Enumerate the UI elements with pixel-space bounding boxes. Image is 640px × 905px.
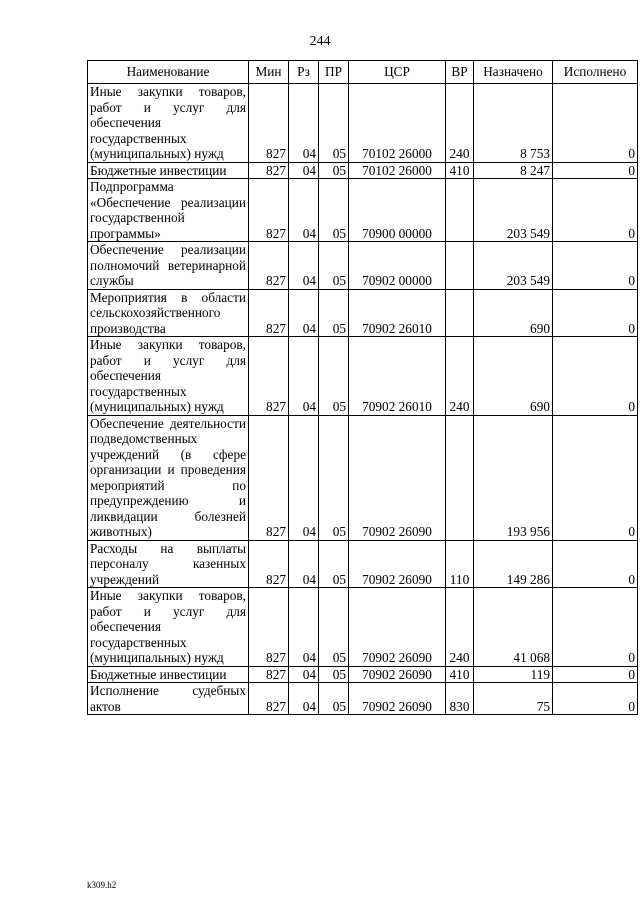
cell-executed: 0	[553, 289, 638, 337]
cell-executed: 0	[553, 84, 638, 163]
cell-rz: 04	[289, 540, 319, 588]
cell-vr: 410	[446, 666, 474, 683]
cell-vr: 240	[446, 84, 474, 163]
cell-rz: 04	[289, 162, 319, 179]
cell-vr	[446, 415, 474, 540]
cell-assigned: 203 549	[474, 179, 553, 242]
cell-min: 827	[249, 415, 289, 540]
cell-min: 827	[249, 289, 289, 337]
cell-pr: 05	[319, 588, 349, 667]
cell-vr: 240	[446, 337, 474, 416]
cell-name: Обеспечение реализации полномочий ветеринарной службы	[88, 242, 249, 290]
table-row	[88, 242, 638, 290]
footer-code: k309.h2	[87, 880, 117, 890]
cell-csr: 70102 26000	[349, 84, 446, 163]
header-executed: Исполнено	[553, 61, 638, 84]
cell-vr	[446, 242, 474, 290]
cell-executed: 0	[553, 162, 638, 179]
cell-executed: 0	[553, 242, 638, 290]
cell-assigned: 8 753	[474, 84, 553, 163]
cell-csr: 70900 00000	[349, 179, 446, 242]
table-row	[88, 540, 638, 588]
header-min: Мин	[249, 61, 289, 84]
cell-executed: 0	[553, 540, 638, 588]
header-assigned: Назначено	[474, 61, 553, 84]
table-row	[88, 162, 638, 179]
cell-pr: 05	[319, 683, 349, 715]
cell-min: 827	[249, 588, 289, 667]
cell-executed: 0	[553, 179, 638, 242]
cell-executed: 0	[553, 415, 638, 540]
table-row	[88, 666, 638, 683]
cell-assigned: 149 286	[474, 540, 553, 588]
cell-vr: 410	[446, 162, 474, 179]
cell-min: 827	[249, 242, 289, 290]
page-number: 244	[309, 34, 331, 49]
cell-rz: 04	[289, 415, 319, 540]
budget-table	[87, 60, 638, 715]
table-body	[88, 84, 638, 715]
cell-executed: 0	[553, 337, 638, 416]
cell-assigned: 75	[474, 683, 553, 715]
header-csr: ЦСР	[349, 61, 446, 84]
header-rz: Рз	[289, 61, 319, 84]
table-row	[88, 683, 638, 715]
cell-csr: 70902 26090	[349, 588, 446, 667]
cell-rz: 04	[289, 683, 319, 715]
cell-name: Иные закупки товаров, работ и услуг для обеспечения государственных (муниципальных) нужд	[88, 588, 249, 667]
cell-csr: 70902 26090	[349, 666, 446, 683]
cell-min: 827	[249, 337, 289, 416]
cell-rz: 04	[289, 179, 319, 242]
cell-vr	[446, 179, 474, 242]
cell-name: Мероприятия в области сельскохозяйственного производства	[88, 289, 249, 337]
cell-name: Исполнение судебных актов	[88, 683, 249, 715]
cell-vr: 240	[446, 588, 474, 667]
cell-rz: 04	[289, 84, 319, 163]
header-vr: ВР	[446, 61, 474, 84]
cell-min: 827	[249, 179, 289, 242]
cell-rz: 04	[289, 337, 319, 416]
cell-vr	[446, 289, 474, 337]
cell-name: Иные закупки товаров, работ и услуг для обеспечения государственных (муниципальных) нужд	[88, 337, 249, 416]
cell-csr: 70902 26090	[349, 540, 446, 588]
cell-rz: 04	[289, 242, 319, 290]
table-row	[88, 415, 638, 540]
cell-name: Иные закупки товаров, работ и услуг для обеспечения государственных (муниципальных) нужд	[88, 84, 249, 163]
cell-min: 827	[249, 162, 289, 179]
cell-assigned: 119	[474, 666, 553, 683]
cell-executed: 0	[553, 683, 638, 715]
cell-csr: 70102 26000	[349, 162, 446, 179]
cell-csr: 70902 26010	[349, 289, 446, 337]
table-row	[88, 588, 638, 667]
cell-name: Подпрограмма «Обеспечение реализации государственной программы»	[88, 179, 249, 242]
cell-csr: 70902 26090	[349, 415, 446, 540]
cell-executed: 0	[553, 666, 638, 683]
cell-executed: 0	[553, 588, 638, 667]
cell-csr: 70902 00000	[349, 242, 446, 290]
cell-pr: 05	[319, 162, 349, 179]
cell-assigned: 690	[474, 337, 553, 416]
cell-csr: 70902 26010	[349, 337, 446, 416]
cell-assigned: 203 549	[474, 242, 553, 290]
table-row	[88, 179, 638, 242]
cell-pr: 05	[319, 337, 349, 416]
cell-pr: 05	[319, 415, 349, 540]
cell-min: 827	[249, 666, 289, 683]
cell-name: Расходы на выплаты персоналу казенных учреждений	[88, 540, 249, 588]
cell-pr: 05	[319, 84, 349, 163]
cell-assigned: 8 247	[474, 162, 553, 179]
cell-min: 827	[249, 540, 289, 588]
cell-pr: 05	[319, 540, 349, 588]
cell-pr: 05	[319, 666, 349, 683]
header-pr: ПР	[319, 61, 349, 84]
cell-vr: 830	[446, 683, 474, 715]
cell-rz: 04	[289, 289, 319, 337]
cell-name: Бюджетные инвестиции	[88, 666, 249, 683]
cell-pr: 05	[319, 179, 349, 242]
table-header-row	[88, 61, 638, 84]
cell-vr: 110	[446, 540, 474, 588]
cell-assigned: 193 956	[474, 415, 553, 540]
cell-csr: 70902 26090	[349, 683, 446, 715]
cell-pr: 05	[319, 289, 349, 337]
cell-rz: 04	[289, 666, 319, 683]
cell-rz: 04	[289, 588, 319, 667]
header-name: Наименование	[88, 61, 249, 84]
table-row	[88, 84, 638, 163]
table-row	[88, 337, 638, 416]
cell-assigned: 41 068	[474, 588, 553, 667]
table-row	[88, 289, 638, 337]
cell-pr: 05	[319, 242, 349, 290]
cell-min: 827	[249, 84, 289, 163]
cell-assigned: 690	[474, 289, 553, 337]
cell-name: Бюджетные инвестиции	[88, 162, 249, 179]
cell-name: Обеспечение деятельности подведомственных учреждений (в сфере организации и проведения мероприятий по предупреждению и ликвидации болезней животных)	[88, 415, 249, 540]
cell-min: 827	[249, 683, 289, 715]
